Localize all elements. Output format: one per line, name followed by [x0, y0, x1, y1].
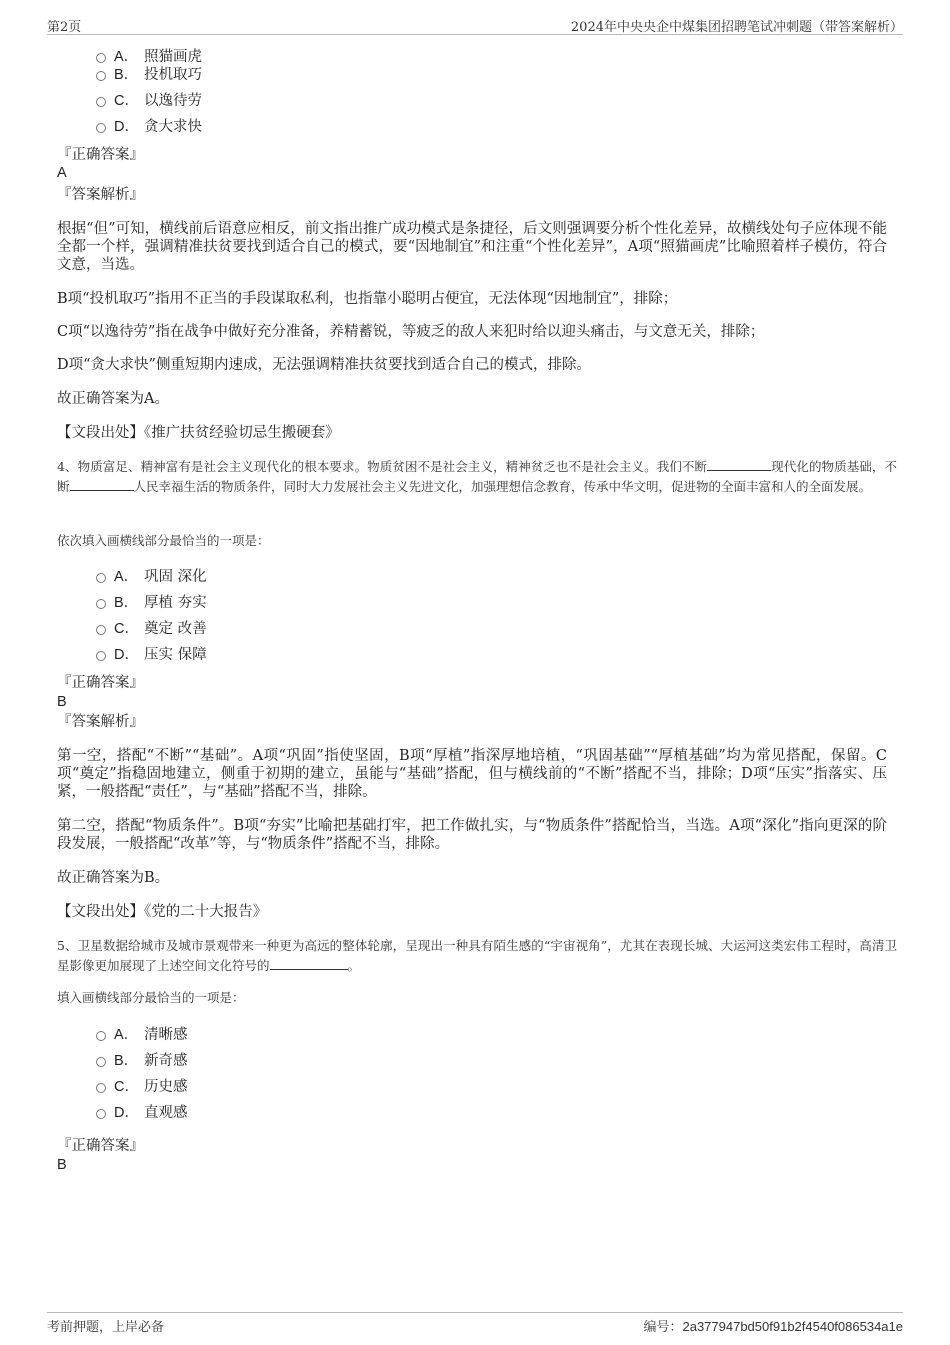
answer-label: 『正确答案』 — [57, 147, 144, 163]
analysis-paragraph: B项“投机取巧”指用不正当的手段谋取私利，也指靠小聪明占便宜，无法体现“因地制宜”，排除； — [57, 291, 678, 307]
radio-icon[interactable] — [96, 1109, 106, 1119]
page-number: 第2页 — [47, 20, 82, 35]
question-stem: 5、卫星数据给城市及城市景观带来一种更为高远的整体轮廓，呈现出一种具有陌生感的“宇宙视角”，尤其在表现长城、大运河这类宏伟工程时，高清卫星影像更加展现了上述空间文化符号的 。 — [57, 938, 897, 973]
analysis-paragraph: 根据“但”可知，横线前后语意应相反，前文指出推广成功模式是条捷径，后文则强调要分析个性化差异，故横线处句子应体现不能全都一个样，强调精准扶贫要找到适合自己的模式，要“因地制宜”和注重“个性化差异”，A项“照猫画虎”比喻照着样子模仿，符合文意，当选。 — [57, 221, 887, 273]
fill-blank — [707, 458, 771, 471]
radio-icon[interactable] — [96, 651, 106, 661]
page-header — [47, 14, 903, 35]
question-stem: 4、物质富足、精神富有是社会主义现代化的根本要求。物质贫困不是社会主义，精神贫乏也不是社会主义。我们不断 现代化的物质基础，不断 人民幸福生活的物质条件，同时大力发展社会主义先进文化，加强理想信念教育，传承中华文明，促进物的全面丰富和人的全面发展。 — [57, 459, 897, 494]
analysis-paragraph: D项“贪大求快”侧重短期内速成，无法强调精准扶贫要找到适合自己的模式，排除。 — [57, 357, 591, 373]
answer-label: 『正确答案』 — [57, 1138, 144, 1154]
document-code: 编号：2a377947bd50f91b2f4540f086534a1e — [643, 1319, 903, 1334]
page-footer — [47, 1312, 903, 1335]
q3-option-c[interactable]: C． 以逸待劳 — [96, 91, 202, 111]
analysis-paragraph: C项“以逸待劳”指在战争中做好充分准备，养精蓄锐，等疲乏的敌人来犯时给以迎头痛击，与文意无关，排除； — [57, 324, 765, 340]
q3-option-b[interactable]: B． 投机取巧 — [96, 65, 202, 85]
radio-icon[interactable] — [96, 1057, 106, 1067]
analysis-paragraph: 故正确答案为B。 — [57, 870, 170, 886]
question-prompt: 填入画横线部分最恰当的一项是： — [57, 990, 245, 1005]
q4-option-c[interactable]: C． 奠定 改善 — [96, 619, 207, 639]
fill-blank — [270, 957, 348, 970]
radio-icon[interactable] — [96, 71, 106, 81]
analysis-label: 『答案解析』 — [57, 187, 144, 203]
analysis-paragraph: 第一空，搭配“不断”“基础”。A项“巩固”指使坚固，B项“厚植”指深厚地培植，“巩固基础”“厚植基础”均为常见搭配，保留。C项“奠定”指稳固地建立，侧重于初期的建立，虽能与“基础”搭配，但与横线前的“不断”搭配不当，排除；D项“压实”指落实、压紧，一般搭配“责任”，与“基础”搭配不当，排除。 — [57, 748, 887, 800]
radio-icon[interactable] — [96, 1031, 106, 1041]
radio-icon[interactable] — [96, 97, 106, 107]
radio-icon[interactable] — [96, 1083, 106, 1093]
q3-option-a[interactable]: A． 照猫画虎 — [96, 47, 202, 67]
q5-option-d[interactable]: D． 直观感 — [96, 1103, 188, 1123]
answer-value: B — [57, 1157, 67, 1173]
radio-icon[interactable] — [96, 53, 106, 63]
question-prompt: 依次填入画横线部分最恰当的一项是： — [57, 533, 270, 548]
q4-option-b[interactable]: B． 厚植 夯实 — [96, 593, 207, 613]
document-title: 2024年中央央企中煤集团招聘笔试冲刺题（带答案解析） — [570, 20, 903, 35]
radio-icon[interactable] — [96, 573, 106, 583]
q5-option-c[interactable]: C． 历史感 — [96, 1077, 188, 1097]
radio-icon[interactable] — [96, 625, 106, 635]
source-citation: 【文段出处】《党的二十大报告》 — [57, 904, 268, 920]
fill-blank — [70, 478, 134, 491]
analysis-label: 『答案解析』 — [57, 714, 144, 730]
radio-icon[interactable] — [96, 123, 106, 133]
q4-option-d[interactable]: D． 压实 保障 — [96, 645, 207, 665]
analysis-paragraph: 第二空，搭配“物质条件”。B项“夯实”比喻把基础打牢，把工作做扎实，与“物质条件”搭配恰当，当选。A项“深化”指向更深的阶段发展，一般搭配“改革”等，与“物质条件”搭配不当，排除。 — [57, 818, 887, 852]
footer-slogan: 考前押题，上岸必备 — [47, 1320, 165, 1335]
source-citation: 【文段出处】《推广扶贫经验切忌生搬硬套》 — [57, 425, 340, 441]
answer-label: 『正确答案』 — [57, 675, 144, 691]
q5-option-b[interactable]: B． 新奇感 — [96, 1051, 188, 1071]
q3-option-d[interactable]: D． 贪大求快 — [96, 117, 202, 137]
q4-option-a[interactable]: A． 巩固 深化 — [96, 567, 207, 587]
radio-icon[interactable] — [96, 599, 106, 609]
analysis-paragraph: 故正确答案为A。 — [57, 391, 169, 407]
answer-value: A — [57, 165, 67, 181]
q5-option-a[interactable]: A． 清晰感 — [96, 1025, 188, 1045]
answer-value: B — [57, 694, 67, 710]
